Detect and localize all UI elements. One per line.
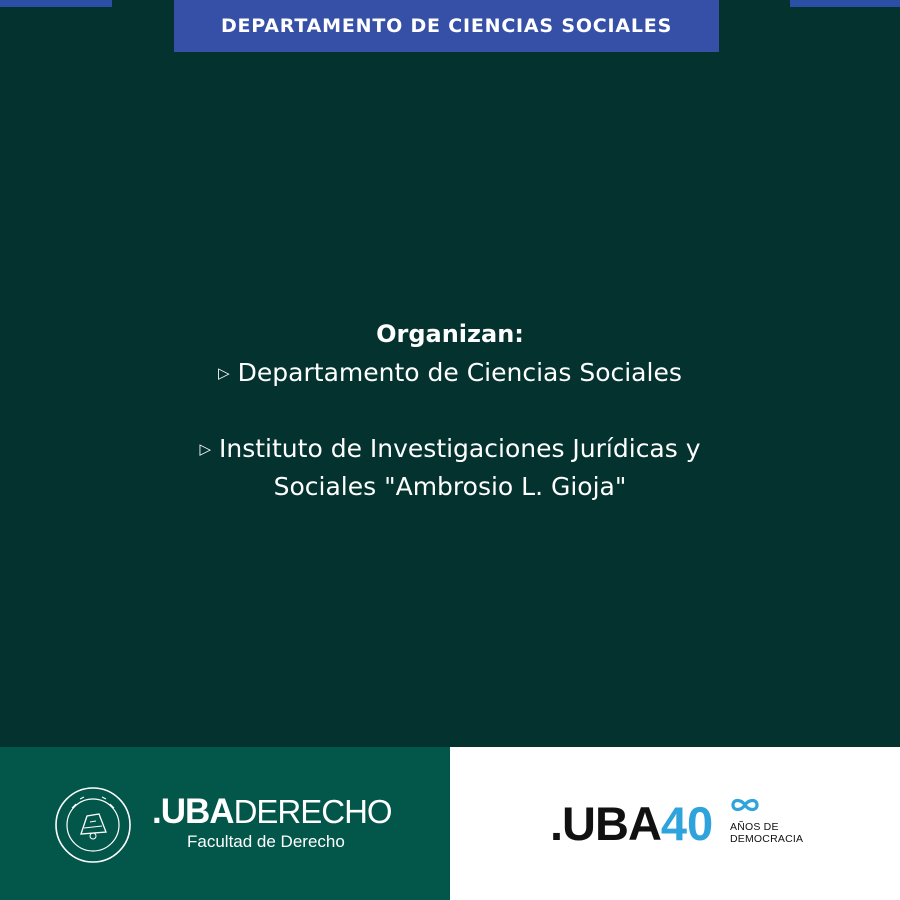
facultad-seal-icon: [54, 786, 132, 864]
organizer-item: [0, 354, 900, 392]
tagline-line1: AÑOS DE: [730, 821, 779, 833]
organizers-heading: Organizan:: [376, 320, 524, 348]
organizer-item-continuation: Sociales "Ambrosio L. Gioja": [273, 472, 627, 501]
uba40-tagline: [730, 821, 803, 845]
spacer: [0, 392, 900, 430]
infinity-icon: [730, 797, 760, 813]
triangle-right-outline-icon: ▷: [218, 364, 230, 382]
footer-uba-derecho: [0, 747, 450, 900]
organizer-item-label: Instituto de Investigaciones Jurídicas y: [219, 434, 701, 463]
uba-derecho-logo: [152, 793, 392, 831]
strip-gap-right: [719, 0, 790, 7]
logo-forty: 40: [660, 797, 714, 850]
strip-gap-left: [112, 0, 174, 7]
department-label: DEPARTAMENTO DE CIENCIAS SOCIALES: [220, 15, 673, 37]
footer-uba40: [450, 747, 900, 900]
triangle-right-outline-icon: ▷: [199, 440, 212, 458]
organizers-block: [0, 314, 900, 505]
logo-derecho: DERECHO: [233, 793, 392, 830]
logo-uba-bold: .UBA: [152, 792, 234, 831]
department-banner: [174, 0, 719, 52]
organizer-item-label: Departamento de Ciencias Sociales: [237, 358, 682, 387]
facultad-subtitle: Facultad de Derecho: [187, 832, 345, 851]
tagline-line2: DEMOCRACIA: [730, 833, 804, 845]
logo-uba: .UBA: [550, 797, 661, 850]
uba40-logo: [550, 799, 713, 849]
organizer-item: [0, 430, 900, 468]
